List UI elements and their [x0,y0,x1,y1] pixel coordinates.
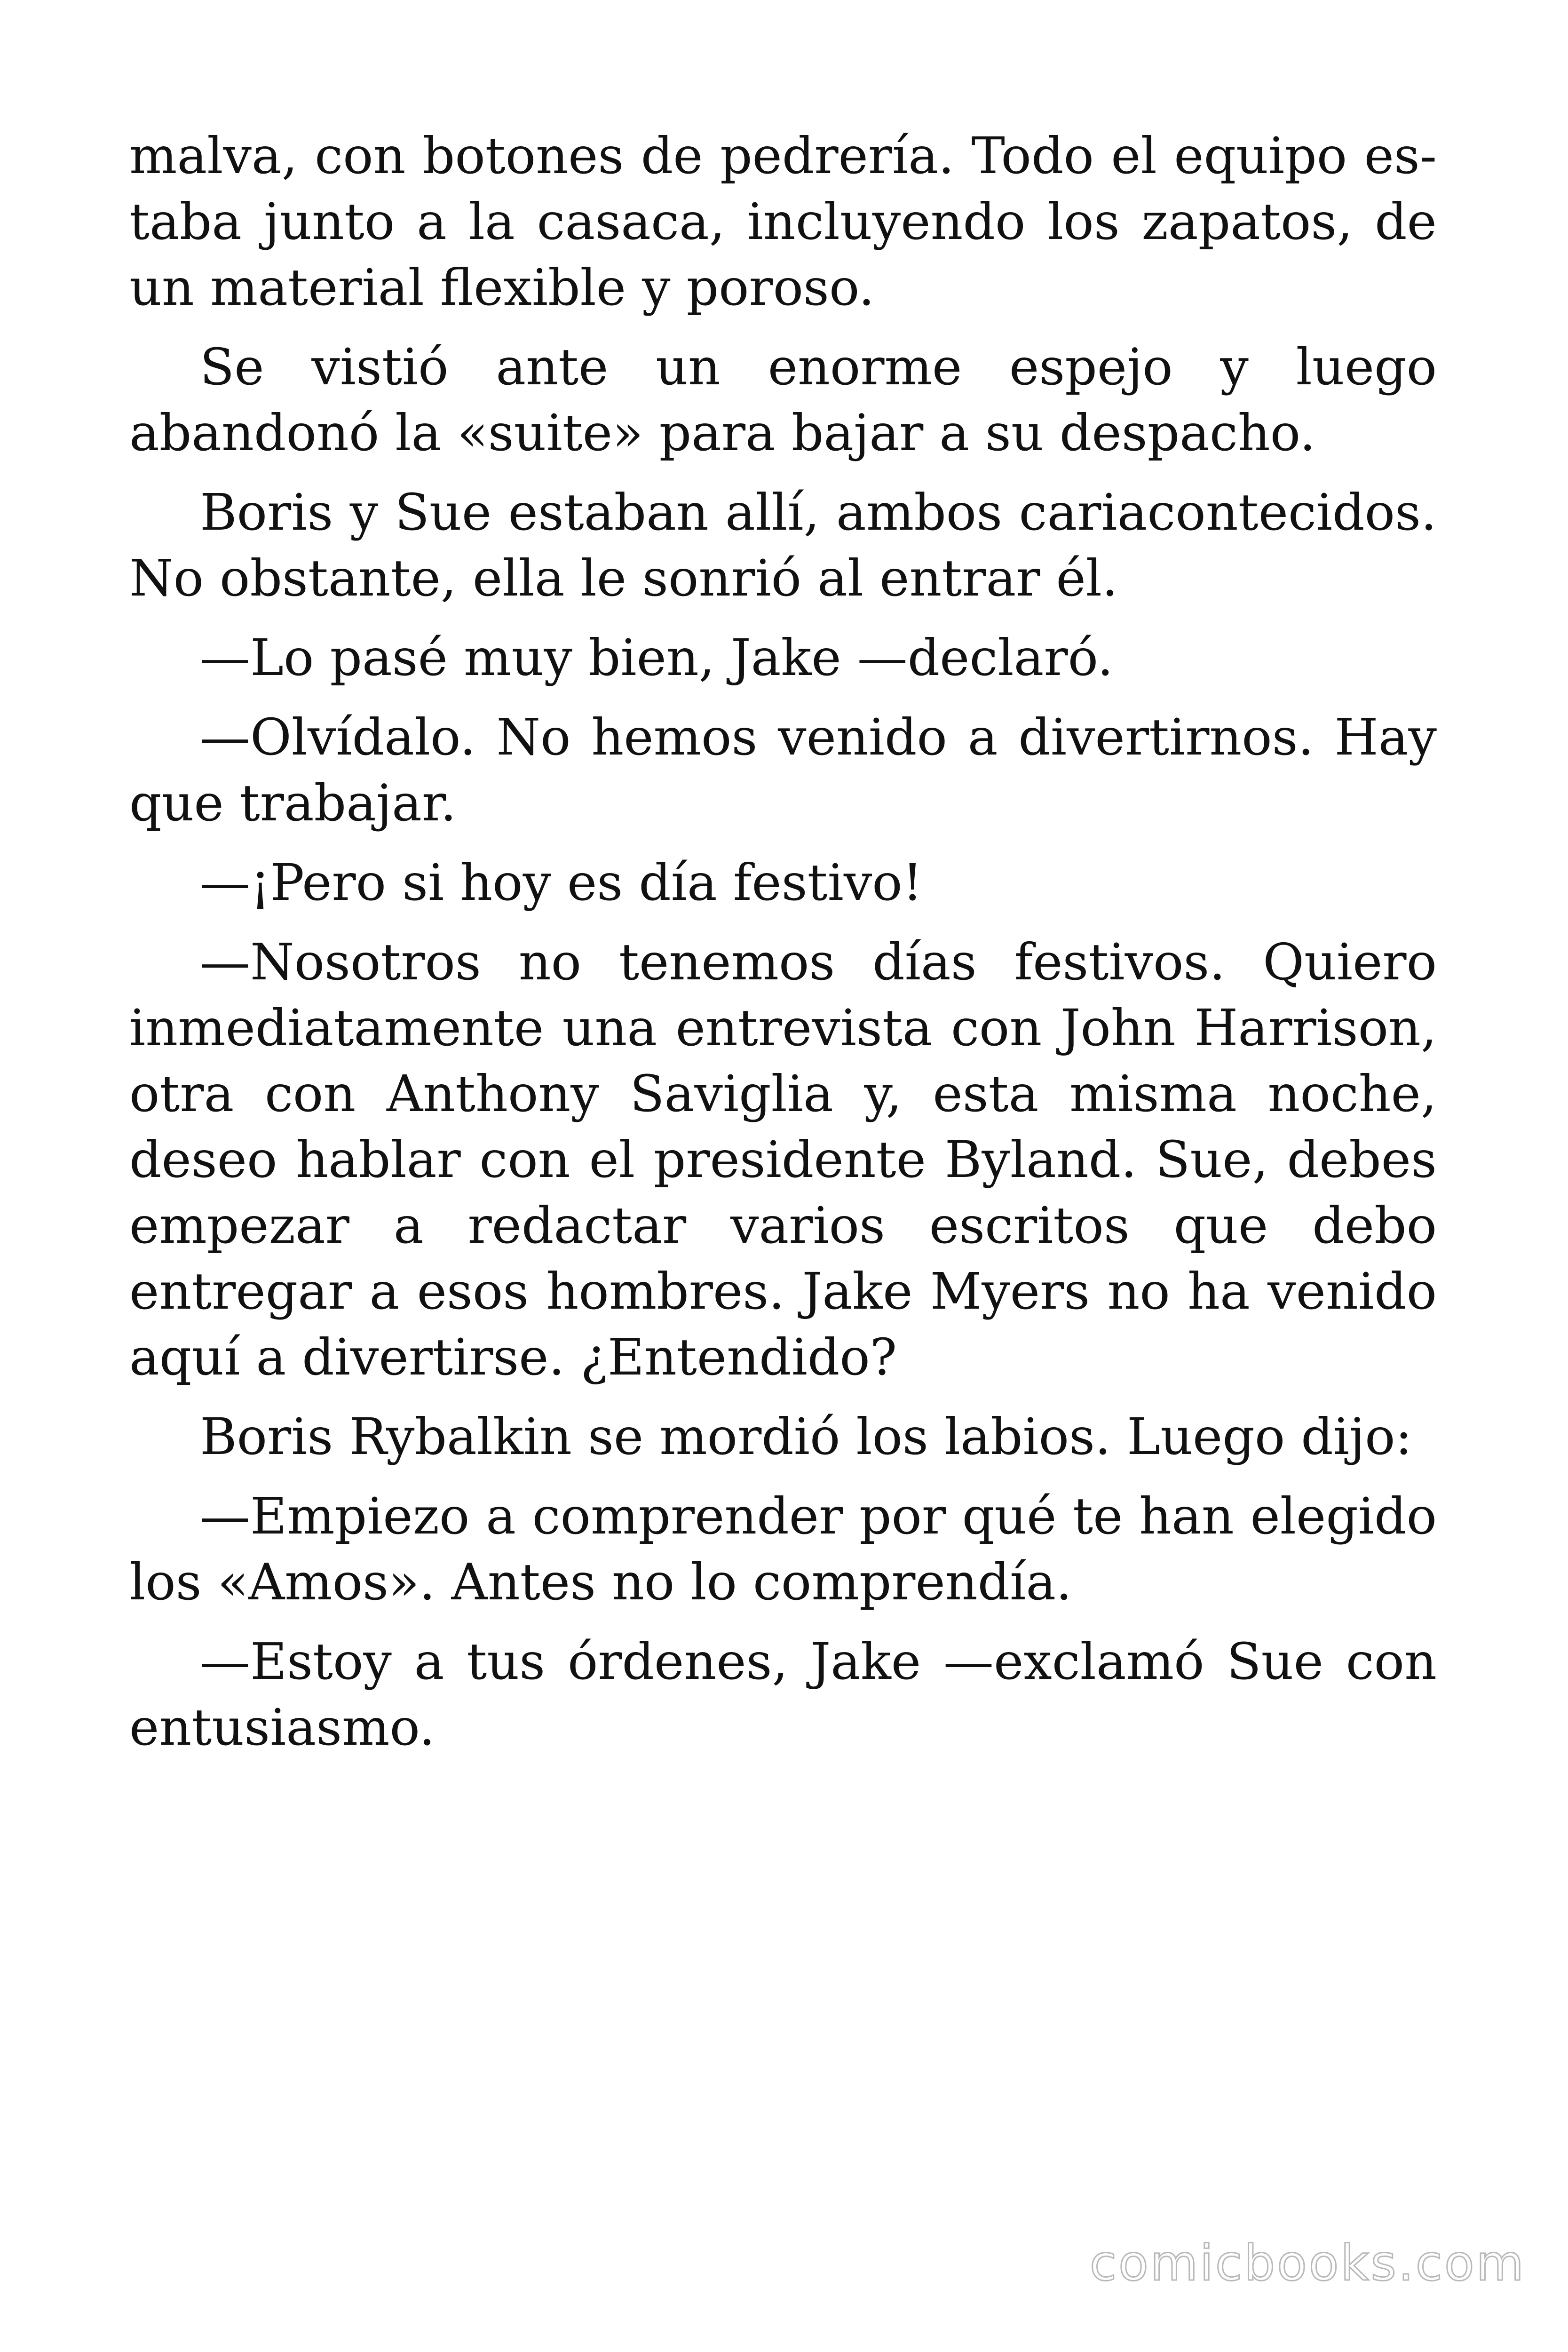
paragraph-9: —Empiezo a comprender por qué te han elegido los «Amos». Antes no lo comprendía. [129,1487,1437,1612]
paragraph-1: malva, con botones de pedrería. Todo el equipo estaba junto a la casaca, incluyendo los zapatos, de un material flexible y poroso. [129,127,1437,317]
paragraph-2: Se vistió ante un enorme espejo y luego abandonó la «suite» para bajar a su despacho. [129,338,1437,462]
book-page-text [129,123,1437,1774]
paragraph-3: Boris y Sue estaban allí, ambos cariacontecidos. No obstante, ella le sonrió al entrar él. [129,484,1437,608]
paragraph-6: —¡Pero si hoy es día festivo! [200,854,923,912]
paragraph-10: —Estoy a tus órdenes, Jake —exclamó Sue con entusiasmo. [129,1633,1437,1757]
watermark: comicbooks.com [1089,2234,1526,2292]
paragraph-8: Boris Rybalkin se mordió los labios. Luego dijo: [200,1408,1412,1466]
paragraph-4: —Lo pasé muy bien, Jake —declaró. [200,629,1114,687]
paragraph-5: —Olvídalo. No hemos venido a divertirnos. Hay que trabajar. [129,708,1437,833]
paragraph-7: —Nosotros no tenemos días festivos. Quiero inmediatamente una entrevista con John Harrison, otra con Anthony Saviglia y, esta misma noche, deseo hablar con el presidente Byland. Sue, debes empezar a redactar varios escritos que debo entregar a esos hombres. Jake Myers no ha venido aquí a divertirse. ¿Entendido? [129,933,1437,1387]
